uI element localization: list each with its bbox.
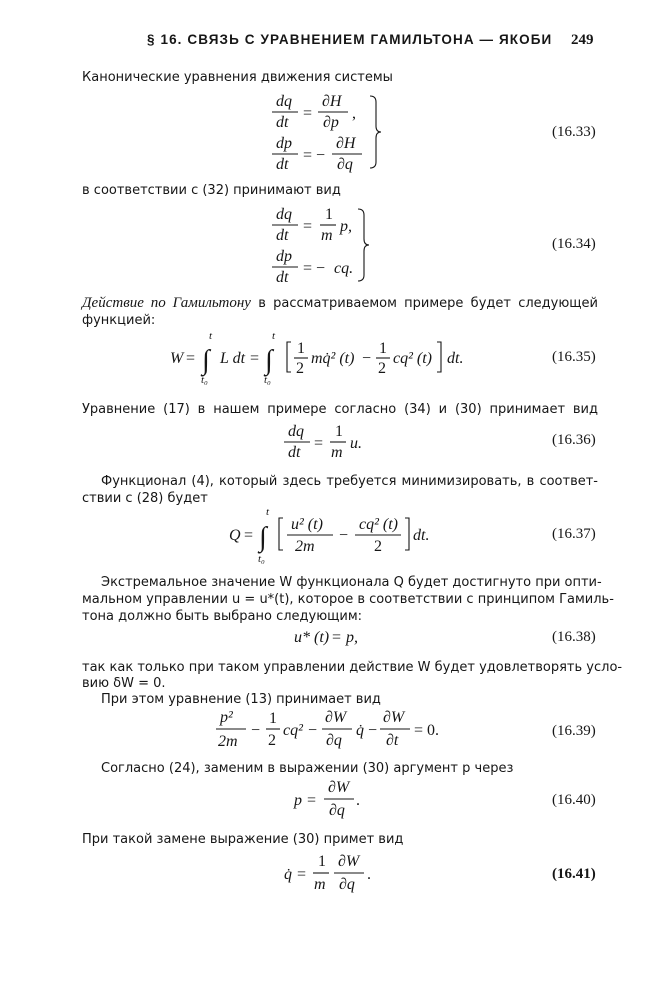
italic-term-hamilton-action: Действие по Гамильтону bbox=[82, 295, 251, 311]
svg-text:∂q: ∂q bbox=[339, 876, 355, 893]
svg-text:.: . bbox=[367, 866, 371, 883]
paragraph-functional-line1: Функционал (4), который здесь требуется минимизировать, в соответ- bbox=[101, 474, 598, 489]
svg-text:u² (t): u² (t) bbox=[291, 516, 323, 533]
svg-text:∫: ∫ bbox=[259, 522, 267, 553]
svg-text:Q: Q bbox=[229, 527, 241, 544]
svg-text:=: = bbox=[244, 527, 254, 544]
svg-text:dt: dt bbox=[276, 114, 289, 131]
svg-text:=: = bbox=[303, 218, 313, 235]
svg-text:2m: 2m bbox=[218, 733, 238, 750]
svg-text:dt: dt bbox=[276, 227, 289, 244]
equation-number-16-34: (16.34) bbox=[552, 236, 596, 252]
svg-text:dt.: dt. bbox=[447, 350, 464, 367]
svg-text:1: 1 bbox=[269, 710, 277, 727]
page-number: 249 bbox=[571, 32, 594, 48]
equation-16-41 bbox=[284, 851, 384, 895]
svg-text:−: − bbox=[368, 722, 378, 739]
equation-16-35 bbox=[170, 328, 500, 388]
svg-text:t₀: t₀ bbox=[201, 374, 208, 386]
running-header: § 16. СВЯЗЬ С УРАВНЕНИЕМ ГАМИЛЬТОНА — ЯКОБИ bbox=[147, 32, 553, 47]
equation-number-16-35: (16.35) bbox=[552, 349, 596, 365]
svg-text:u* (t): u* (t) bbox=[294, 629, 330, 646]
svg-text:= −: = − bbox=[303, 260, 326, 277]
svg-text:dp: dp bbox=[276, 248, 292, 265]
svg-text:p: p bbox=[294, 792, 302, 809]
paragraph-hamilton-action-line2: функцией: bbox=[82, 313, 156, 328]
svg-text:−: − bbox=[362, 350, 372, 367]
svg-text:,: , bbox=[352, 105, 356, 122]
paragraph-hamilton-action-rest: в рассматриваемом примере будет следующей bbox=[258, 296, 598, 311]
svg-text:∂H: ∂H bbox=[322, 93, 342, 110]
svg-text:mq̇² (t): mq̇² (t) bbox=[311, 350, 355, 367]
svg-text:∂W: ∂W bbox=[338, 853, 360, 870]
svg-text:q̇: q̇ bbox=[356, 722, 364, 739]
svg-text:∂W: ∂W bbox=[328, 779, 350, 796]
svg-text:2: 2 bbox=[296, 360, 304, 377]
svg-text:=: = bbox=[186, 350, 196, 367]
equation-16-36 bbox=[282, 420, 372, 462]
svg-text:=: = bbox=[332, 629, 342, 646]
svg-text:m: m bbox=[331, 444, 343, 461]
paragraph-so-only-line2: вию δW = 0. bbox=[82, 676, 166, 691]
svg-text:p,: p, bbox=[340, 218, 352, 235]
svg-text:m: m bbox=[321, 227, 333, 244]
paragraph-extremal-line1: Экстремальное значение W функционала Q будет достигнуто при опти- bbox=[101, 575, 602, 590]
equation-16-40 bbox=[294, 777, 374, 821]
svg-text:t₀: t₀ bbox=[258, 553, 265, 565]
equation-16-39 bbox=[214, 707, 444, 753]
svg-text:.: . bbox=[356, 792, 360, 809]
svg-text:=: = bbox=[314, 435, 324, 452]
svg-text:∂W: ∂W bbox=[383, 709, 405, 726]
svg-text:1: 1 bbox=[297, 340, 305, 357]
svg-text:dq: dq bbox=[276, 93, 292, 110]
equation-number-16-40: (16.40) bbox=[552, 792, 596, 808]
svg-text:L dt: L dt bbox=[220, 350, 246, 367]
svg-text:t: t bbox=[272, 330, 276, 342]
paragraph-according-32: в соответствии с (32) принимают вид bbox=[82, 183, 341, 198]
svg-text:p,: p, bbox=[346, 629, 358, 646]
svg-text:=: = bbox=[303, 105, 313, 122]
paragraph-extremal-line3: тона должно быть выбрано следующим: bbox=[82, 609, 363, 624]
paragraph-according-24: Согласно (24), заменим в выражении (30) аргумент p через bbox=[101, 761, 514, 776]
equation-16-38 bbox=[294, 624, 374, 648]
equation-16-34 bbox=[266, 205, 396, 285]
svg-text:∂H: ∂H bbox=[336, 135, 356, 152]
paragraph-equation-13: При этом уравнение (13) принимает вид bbox=[101, 692, 381, 707]
svg-text:1: 1 bbox=[335, 423, 343, 440]
svg-text:m: m bbox=[314, 876, 326, 893]
equation-number-16-36: (16.36) bbox=[552, 432, 596, 448]
svg-text:dt: dt bbox=[276, 156, 289, 173]
svg-text:2: 2 bbox=[268, 732, 276, 749]
svg-text:= −: = − bbox=[303, 147, 326, 164]
svg-text:t₀: t₀ bbox=[264, 374, 271, 386]
svg-text:1: 1 bbox=[379, 340, 387, 357]
paragraph-equation-17: Уравнение (17) в нашем примере согласно (34) и (30) принимает вид bbox=[82, 402, 598, 417]
svg-text:cq² (t): cq² (t) bbox=[393, 350, 432, 367]
svg-text:dt: dt bbox=[288, 444, 301, 461]
paragraph-extremal-line2: мальном управлении u = u*(t), которое в соответствии с принципом Гамиль- bbox=[82, 592, 614, 607]
svg-text:2m: 2m bbox=[295, 538, 315, 555]
svg-text:=: = bbox=[297, 866, 307, 883]
svg-text:cq² (t): cq² (t) bbox=[359, 516, 398, 533]
svg-text:dq: dq bbox=[288, 423, 304, 440]
svg-text:q̇: q̇ bbox=[284, 866, 292, 883]
svg-text:∂q: ∂q bbox=[326, 732, 342, 749]
svg-text:1: 1 bbox=[318, 853, 326, 870]
paragraph-such-substitution: При такой замене выражение (30) примет вид bbox=[82, 832, 404, 847]
svg-text:dt: dt bbox=[276, 269, 289, 286]
svg-text:∂W: ∂W bbox=[325, 709, 347, 726]
paragraph-canonical-equations: Канонические уравнения движения системы bbox=[82, 70, 393, 85]
svg-text:∂p: ∂p bbox=[323, 114, 339, 131]
svg-text:∂q: ∂q bbox=[329, 802, 345, 819]
equation-number-16-39: (16.39) bbox=[552, 723, 596, 739]
svg-text:t: t bbox=[209, 330, 213, 342]
svg-text:=: = bbox=[250, 350, 260, 367]
svg-text:t: t bbox=[266, 506, 270, 518]
svg-text:−: − bbox=[251, 722, 261, 739]
svg-text:2: 2 bbox=[374, 538, 382, 555]
svg-text:2: 2 bbox=[378, 360, 386, 377]
svg-text:∂t: ∂t bbox=[386, 732, 399, 749]
svg-text:dp: dp bbox=[276, 135, 292, 152]
equation-number-16-41: (16.41) bbox=[552, 866, 596, 882]
equation-number-16-38: (16.38) bbox=[552, 629, 596, 645]
paragraph-functional-line2: ствии с (28) будет bbox=[82, 491, 208, 506]
svg-text:= 0.: = 0. bbox=[414, 722, 440, 739]
svg-text:dt.: dt. bbox=[413, 527, 430, 544]
svg-text:∂q: ∂q bbox=[337, 156, 353, 173]
svg-text:cq²: cq² bbox=[283, 722, 303, 739]
svg-text:−: − bbox=[339, 527, 349, 544]
svg-text:p²: p² bbox=[220, 709, 233, 726]
svg-text:dq: dq bbox=[276, 206, 292, 223]
equation-16-33 bbox=[266, 92, 396, 172]
svg-text:=: = bbox=[307, 792, 317, 809]
svg-text:∫: ∫ bbox=[265, 345, 273, 376]
paragraph-so-only-line1: так как только при таком управлении действие W будет удовлетворять усло- bbox=[82, 660, 623, 675]
svg-text:u.: u. bbox=[350, 435, 362, 452]
svg-text:cq.: cq. bbox=[334, 260, 354, 277]
equation-number-16-37: (16.37) bbox=[552, 526, 596, 542]
svg-text:1: 1 bbox=[325, 206, 333, 223]
svg-text:W: W bbox=[170, 350, 184, 367]
svg-text:∫: ∫ bbox=[202, 345, 210, 376]
svg-text:−: − bbox=[308, 722, 318, 739]
equation-16-37 bbox=[229, 504, 449, 568]
equation-number-16-33: (16.33) bbox=[552, 124, 596, 140]
